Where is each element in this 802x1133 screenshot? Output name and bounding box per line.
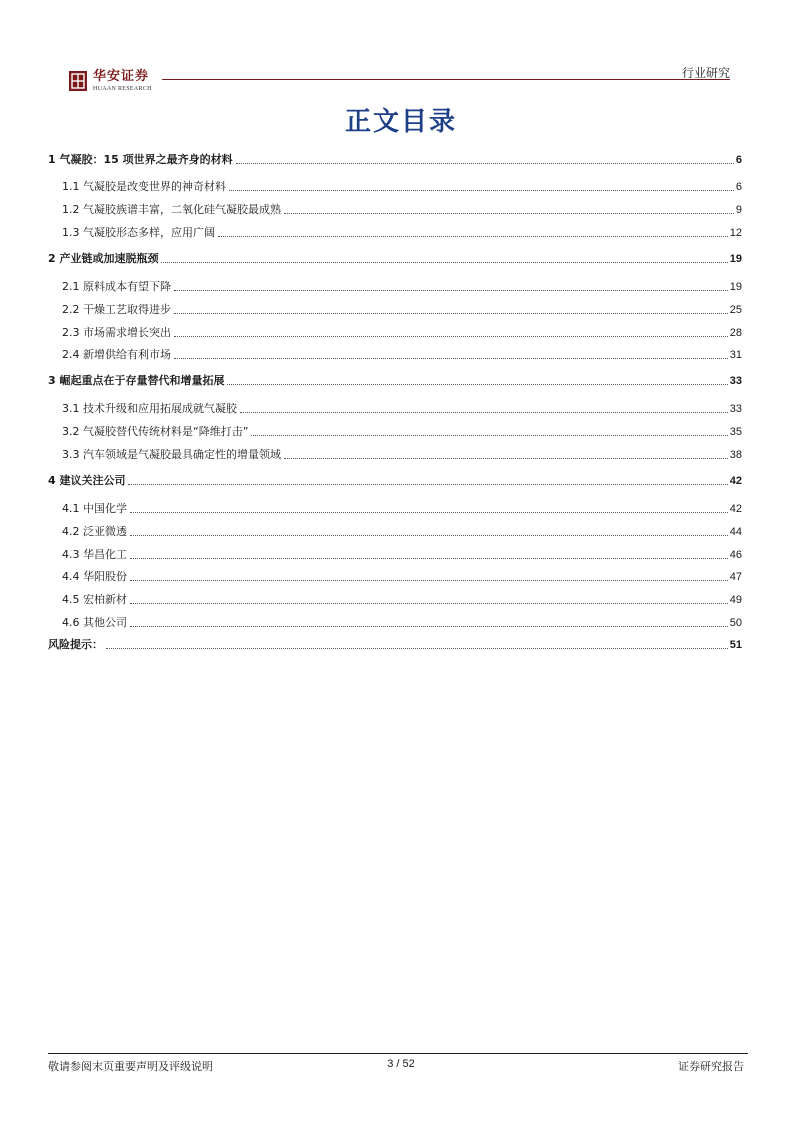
toc-section-entry[interactable] [62,566,742,584]
toc-chapter-entry[interactable] [48,470,742,488]
toc-entry-page: 6 [735,181,742,193]
footer-disclaimer: 敬请参阅末页重要声明及评级说明 [48,1060,213,1073]
toc-leader-dots [161,262,727,263]
report-category: 行业研究 [681,66,730,80]
toc-section-entry[interactable] [62,299,742,317]
footer-report-type: 证券研究报告 [678,1060,744,1073]
toc-leader-dots [130,626,728,627]
toc-entry-page: 9 [735,204,742,216]
header-divider [162,79,730,80]
toc-entry-label: 4.1 中国化学 [62,502,127,515]
toc-entry-page: 31 [729,349,742,361]
toc-section-entry[interactable] [62,521,742,539]
toc-entry-page: 33 [729,403,742,415]
toc-entry-page: 49 [729,594,742,606]
toc-section-entry[interactable] [62,322,742,340]
toc-entry-label: 2.4 新增供给有利市场 [62,348,171,361]
toc-leader-dots [284,458,728,459]
toc-entry-page: 47 [729,571,742,583]
toc-entry-label: 2.1 原料成本有望下降 [62,280,171,293]
toc-entry-page: 12 [729,227,742,239]
toc-section-entry[interactable] [62,544,742,562]
toc-leader-dots [130,603,728,604]
toc-chapter-entry[interactable] [48,149,742,167]
page-number: 3 / 52 [387,1058,415,1070]
toc-entry-label: 1.3 气凝胶形态多样，应用广阔 [62,226,215,239]
toc-section-entry[interactable] [62,498,742,516]
toc-leader-dots [240,412,728,413]
toc-leader-dots [174,358,728,359]
toc-leader-dots [218,236,728,237]
toc-entry-label: 1.1 气凝胶是改变世界的神奇材料 [62,180,226,193]
toc-leader-dots [174,336,728,337]
toc-leader-dots [227,384,727,385]
toc-entry-label: 4.3 华昌化工 [62,548,127,561]
logo-chinese-name: 华安证券 [93,69,150,84]
toc-entry-label: 3.3 汽车领域是气凝胶最具确定性的增量领域 [62,448,281,461]
toc-leader-dots [130,580,728,581]
toc-section-entry[interactable] [62,222,742,240]
toc-leader-dots [251,435,727,436]
toc-entry-page: 33 [729,375,742,387]
toc-section-entry[interactable] [62,398,742,416]
toc-leader-dots [284,213,734,214]
toc-entry-label: 1 气凝胶：15 项世界之最齐身的材料 [48,153,233,166]
toc-section-entry[interactable] [62,276,742,294]
toc-entry-label: 4.6 其他公司 [62,616,127,629]
toc-leader-dots [236,163,734,164]
toc-entry-label: 2.3 市场需求增长突出 [62,326,171,339]
toc-section-entry[interactable] [62,612,742,630]
toc-leader-dots [229,190,734,191]
toc-section-entry[interactable] [62,589,742,607]
company-logo [68,70,152,93]
toc-entry-label: 4.5 宏柏新材 [62,593,127,606]
toc-entry-label: 1.2 气凝胶族谱丰富，二氧化硅气凝胶最成熟 [62,203,281,216]
toc-section-entry[interactable] [62,176,742,194]
toc-section-entry[interactable] [62,199,742,217]
toc-entry-page: 25 [729,304,742,316]
toc-leader-dots [130,558,728,559]
page-title: 正文目录 [344,107,457,137]
logo-english-name: HUAAN RESEARCH [93,86,152,92]
toc-chapter-entry[interactable] [48,634,742,652]
toc-leader-dots [130,535,728,536]
toc-entry-label: 3.2 气凝胶替代传统材料是“降维打击” [62,425,249,438]
toc-entry-label: 3.1 技术升级和应用拓展成就气凝胶 [62,402,237,415]
toc-chapter-entry[interactable] [48,370,742,388]
toc-section-entry[interactable] [62,421,742,439]
toc-entry-label: 2.2 干燥工艺取得进步 [62,303,171,316]
toc-entry-page: 28 [729,327,742,339]
toc-leader-dots [128,484,727,485]
toc-chapter-entry[interactable] [48,248,742,266]
seal-icon [68,70,88,92]
toc-entry-page: 19 [729,281,742,293]
toc-entry-page: 50 [729,617,742,629]
toc-section-entry[interactable] [62,344,742,362]
toc-entry-page: 35 [729,426,742,438]
toc-entry-label: 3 崛起重点在于存量替代和增量拓展 [48,374,225,387]
toc-leader-dots [174,290,728,291]
toc-entry-label: 4 建议关注公司 [48,474,126,487]
toc-entry-page: 6 [735,154,742,166]
toc-leader-dots [174,313,728,314]
toc-entry-label: 4.4 华阳股份 [62,570,127,583]
toc-leader-dots [130,512,728,513]
toc-section-entry[interactable] [62,444,742,462]
toc-entry-page: 42 [729,475,742,487]
footer-divider [48,1053,748,1054]
toc-entry-page: 51 [729,639,742,651]
toc-entry-page: 38 [729,449,742,461]
toc-entry-page: 46 [729,549,742,561]
toc-entry-page: 44 [729,526,742,538]
toc-leader-dots [106,648,728,649]
toc-entry-page: 42 [729,503,742,515]
toc-entry-label: 4.2 泛亚微透 [62,525,127,538]
toc-entry-page: 19 [729,253,742,265]
toc-entry-label: 风险提示： [48,638,103,651]
toc-entry-label: 2 产业链或加速脱瓶颈 [48,252,159,265]
